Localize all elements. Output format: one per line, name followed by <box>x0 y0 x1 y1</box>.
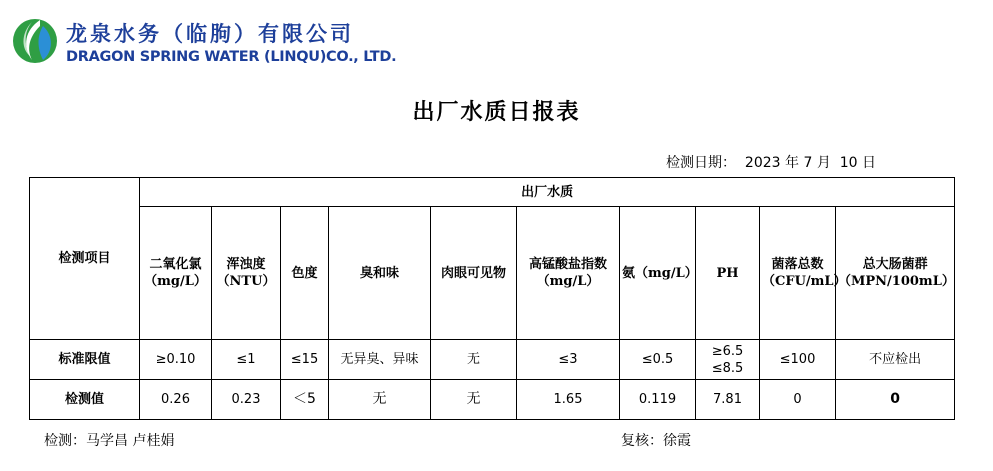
inspector-signature <box>44 430 174 450</box>
item-header: 检测项目 <box>30 178 140 340</box>
date-month: 7 <box>803 155 813 171</box>
measured-value: 0.119 <box>620 380 696 420</box>
date-year: 2023 <box>744 155 781 171</box>
row-label-standard: 标准限值 <box>30 340 140 380</box>
measured-value: 0 <box>760 380 836 420</box>
standard-value: ≤0.5 <box>620 340 696 380</box>
measured-value: 0 <box>836 380 955 420</box>
reviewer-name: 徐霞 <box>663 433 691 449</box>
col-header: 肉眼可见物 <box>431 207 517 340</box>
col-header: 总大肠菌群（MPN/100mL） <box>836 207 955 340</box>
col-header: 浑浊度（NTU） <box>212 207 281 340</box>
standard-value: ≤15 <box>281 340 329 380</box>
measured-value: 7.81 <box>696 380 760 420</box>
standard-value: 无异臭、异味 <box>329 340 431 380</box>
standard-value: ≤100 <box>760 340 836 380</box>
water-droplet-logo-icon <box>10 16 60 66</box>
col-header: 氨（mg/L） <box>620 207 696 340</box>
date-label: 检测日期： <box>666 155 736 171</box>
col-header: PH <box>696 207 760 340</box>
reviewer-label: 复核： <box>621 433 663 449</box>
inspector-label: 检测： <box>44 433 86 449</box>
col-header: 二氧化氯（mg/L） <box>140 207 212 340</box>
measured-value: 无 <box>329 380 431 420</box>
water-quality-table <box>29 177 955 420</box>
standard-value: ≥0.10 <box>140 340 212 380</box>
group-header: 出厂水质 <box>140 178 955 207</box>
standard-value: ≥6.5 ≤8.5 <box>696 340 760 380</box>
table-row <box>30 340 955 380</box>
col-header: 高锰酸盐指数（mg/L） <box>517 207 620 340</box>
company-name-cn: 龙泉水务（临朐）有限公司 <box>66 21 354 46</box>
date-day: 10 <box>839 155 858 171</box>
col-header: 菌落总数（CFU/mL） <box>760 207 836 340</box>
measured-value: 0.26 <box>140 380 212 420</box>
report-date <box>666 152 876 172</box>
standard-value: 不应检出 <box>836 340 955 380</box>
measured-value: 无 <box>431 380 517 420</box>
measured-value: ＜5 <box>281 380 329 420</box>
measured-value: 1.65 <box>517 380 620 420</box>
table-row <box>30 380 955 420</box>
standard-value: ≤3 <box>517 340 620 380</box>
col-header: 色度 <box>281 207 329 340</box>
standard-value: ≤1 <box>212 340 281 380</box>
date-year-unit: 年 <box>785 155 799 171</box>
standard-value: 无 <box>431 340 517 380</box>
inspector-names: 马学昌 卢桂娟 <box>86 433 175 449</box>
reviewer-signature <box>621 430 691 450</box>
col-header: 臭和味 <box>329 207 431 340</box>
page-title: 出厂水质日报表 <box>412 99 581 125</box>
company-name-en: DRAGON SPRING WATER (LINQU)CO., LTD. <box>66 49 397 65</box>
measured-value: 0.23 <box>212 380 281 420</box>
date-day-unit: 日 <box>862 155 877 171</box>
date-month-unit: 月 <box>816 155 831 171</box>
row-label-measured: 检测值 <box>30 380 140 420</box>
